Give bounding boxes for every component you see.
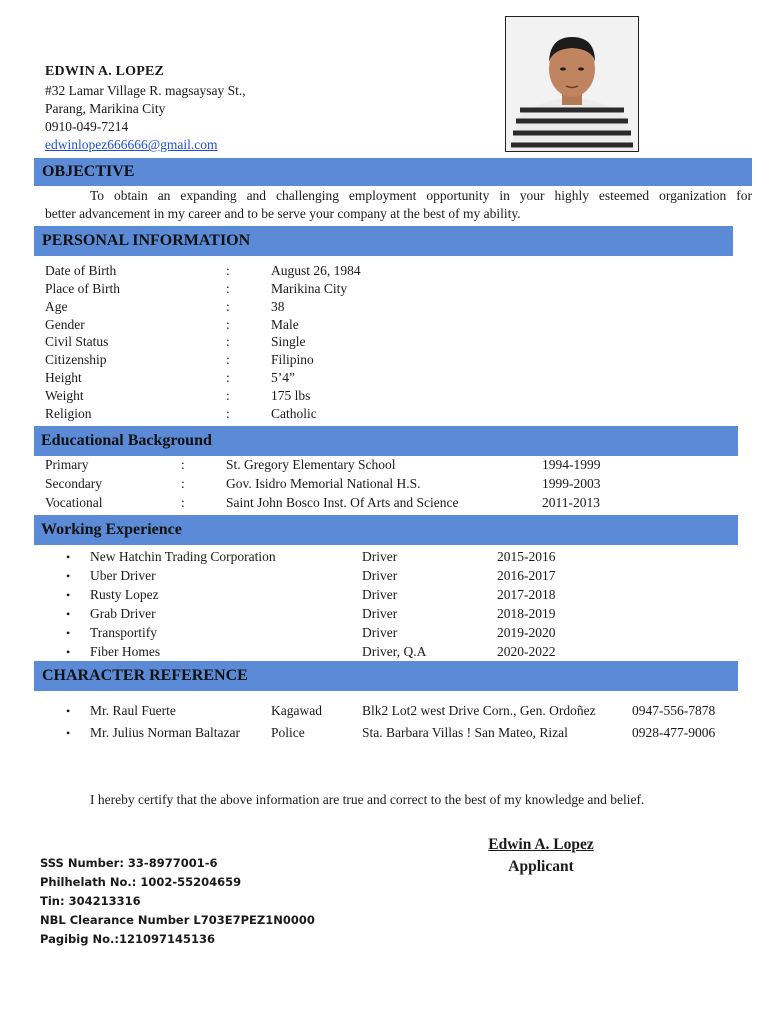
civil-status-value: Single xyxy=(271,334,306,349)
objective-section-header xyxy=(34,158,752,186)
age-value: 38 xyxy=(271,299,285,314)
signature-name: Edwin A. Lopez xyxy=(488,836,594,853)
address-line-1: #32 Lamar Village R. magsaysay St., xyxy=(45,83,246,98)
religion-value: Catholic xyxy=(271,406,317,421)
civil-status-sep: : xyxy=(226,334,230,349)
work-years: 2016-2017 xyxy=(497,568,556,583)
reference-name: Mr. Raul Fuerte xyxy=(90,703,176,718)
address-line-2: Parang, Marikina City xyxy=(45,101,166,116)
edu-primary-level: Primary xyxy=(45,457,89,472)
edu-vocational-level: Vocational xyxy=(45,495,103,510)
reference-phone: 0947-556-7878 xyxy=(632,703,716,718)
applicant-name: EDWIN A. LOPEZ xyxy=(45,64,165,79)
edu-primary-years: 1994-1999 xyxy=(542,457,601,472)
objective-title: OBJECTIVE xyxy=(42,163,135,180)
gender-sep: : xyxy=(226,317,230,332)
dob-value: August 26, 1984 xyxy=(271,263,361,278)
work-bullet: • xyxy=(66,588,71,602)
work-title: Working Experience xyxy=(41,521,182,538)
work-company: Rusty Lopez xyxy=(90,587,159,602)
reference-name: Mr. Julius Norman Baltazar xyxy=(90,725,240,740)
work-position: Driver xyxy=(362,625,398,640)
reference-address: Sta. Barbara Villas ! San Mateo, Rizal xyxy=(362,725,568,740)
gender-value: Male xyxy=(271,317,299,332)
work-years: 2018-2019 xyxy=(497,606,556,621)
reference-bullet: • xyxy=(66,704,71,718)
work-bullet: • xyxy=(66,569,71,583)
signature-role: Applicant xyxy=(508,858,574,875)
gender-label: Gender xyxy=(45,317,85,332)
nbi-clearance-number: NBL Clearance Number L703E7PEZ1N0000 xyxy=(40,913,315,927)
tin-number: Tin: 304213316 xyxy=(40,894,141,908)
pob-value: Marikina City xyxy=(271,281,348,296)
philhealth-number: Philhelath No.: 1002-55204659 xyxy=(40,875,242,889)
work-section-header xyxy=(34,515,738,545)
age-label: Age xyxy=(45,299,68,314)
work-company: Uber Driver xyxy=(90,568,156,583)
work-position: Driver xyxy=(362,568,398,583)
edu-vocational-sep: : xyxy=(181,495,185,510)
personal-info-section-header xyxy=(34,226,733,256)
citizenship-sep: : xyxy=(226,352,230,367)
age-sep: : xyxy=(226,299,230,314)
edu-secondary-school: Gov. Isidro Memorial National H.S. xyxy=(226,476,421,491)
education-section-header xyxy=(34,426,738,456)
edu-secondary-sep: : xyxy=(181,476,185,491)
reference-address: Blk2 Lot2 west Drive Corn., Gen. Ordoñez xyxy=(362,703,596,718)
work-bullet: • xyxy=(66,607,71,621)
citizenship-label: Citizenship xyxy=(45,352,107,367)
weight-sep: : xyxy=(226,388,230,403)
dob-sep: : xyxy=(226,263,230,278)
work-bullet: • xyxy=(66,626,71,640)
edu-vocational-school: Saint John Bosco Inst. Of Arts and Science xyxy=(226,495,459,510)
work-position: Driver xyxy=(362,606,398,621)
personal-info-title: PERSONAL INFORMATION xyxy=(42,232,251,249)
work-position: Driver xyxy=(362,587,398,602)
work-years: 2017-2018 xyxy=(497,587,556,602)
religion-label: Religion xyxy=(45,406,92,421)
work-years: 2015-2016 xyxy=(497,549,556,564)
citizenship-value: Filipino xyxy=(271,352,314,367)
reference-section-header xyxy=(34,661,738,691)
person-photo-icon xyxy=(506,17,638,151)
reference-title: CHARACTER REFERENCE xyxy=(42,667,248,684)
work-position: Driver xyxy=(362,549,398,564)
work-company: New Hatchin Trading Corporation xyxy=(90,549,276,564)
reference-position: Police xyxy=(271,725,305,740)
work-position: Driver, Q.A xyxy=(362,644,427,659)
education-title: Educational Background xyxy=(41,432,212,449)
edu-vocational-years: 2011-2013 xyxy=(542,495,600,510)
profile-photo xyxy=(505,16,639,152)
certification-statement: I hereby certify that the above information are true and correct to the best of my knowledge and belief. xyxy=(90,792,645,807)
work-company: Fiber Homes xyxy=(90,644,161,659)
work-company: Grab Driver xyxy=(90,606,156,621)
height-sep: : xyxy=(226,370,230,385)
civil-status-label: Civil Status xyxy=(45,334,109,349)
height-label: Height xyxy=(45,370,82,385)
dob-label: Date of Birth xyxy=(45,263,117,278)
pagibig-number: Pagibig No.:121097145136 xyxy=(40,932,215,946)
objective-text-line-2: better advancement in my career and to be serve your company at the best of my ability. xyxy=(45,206,521,221)
pob-label: Place of Birth xyxy=(45,281,120,296)
edu-primary-sep: : xyxy=(181,457,185,472)
email-link[interactable]: edwinlopez666666@gmail.com xyxy=(45,137,218,152)
work-bullet: • xyxy=(66,550,71,564)
weight-label: Weight xyxy=(45,388,84,403)
reference-position: Kagawad xyxy=(271,703,322,718)
work-bullet: • xyxy=(66,645,71,659)
work-years: 2020-2022 xyxy=(497,644,556,659)
height-value: 5’4” xyxy=(271,370,295,385)
phone-number: 0910-049-7214 xyxy=(45,119,129,134)
weight-value: 175 lbs xyxy=(271,388,311,403)
pob-sep: : xyxy=(226,281,230,296)
sss-number: SSS Number: 33-8977001-6 xyxy=(40,856,218,870)
edu-secondary-level: Secondary xyxy=(45,476,102,491)
reference-bullet: • xyxy=(66,726,71,740)
edu-secondary-years: 1999-2003 xyxy=(542,476,601,491)
work-company: Transportify xyxy=(90,625,158,640)
edu-primary-school: St. Gregory Elementary School xyxy=(226,457,396,472)
objective-text-line-1: To obtain an expanding and challenging employment opportunity in your highly esteemed organization for xyxy=(90,188,752,203)
work-years: 2019-2020 xyxy=(497,625,556,640)
religion-sep: : xyxy=(226,406,230,421)
reference-phone: 0928-477-9006 xyxy=(632,725,716,740)
